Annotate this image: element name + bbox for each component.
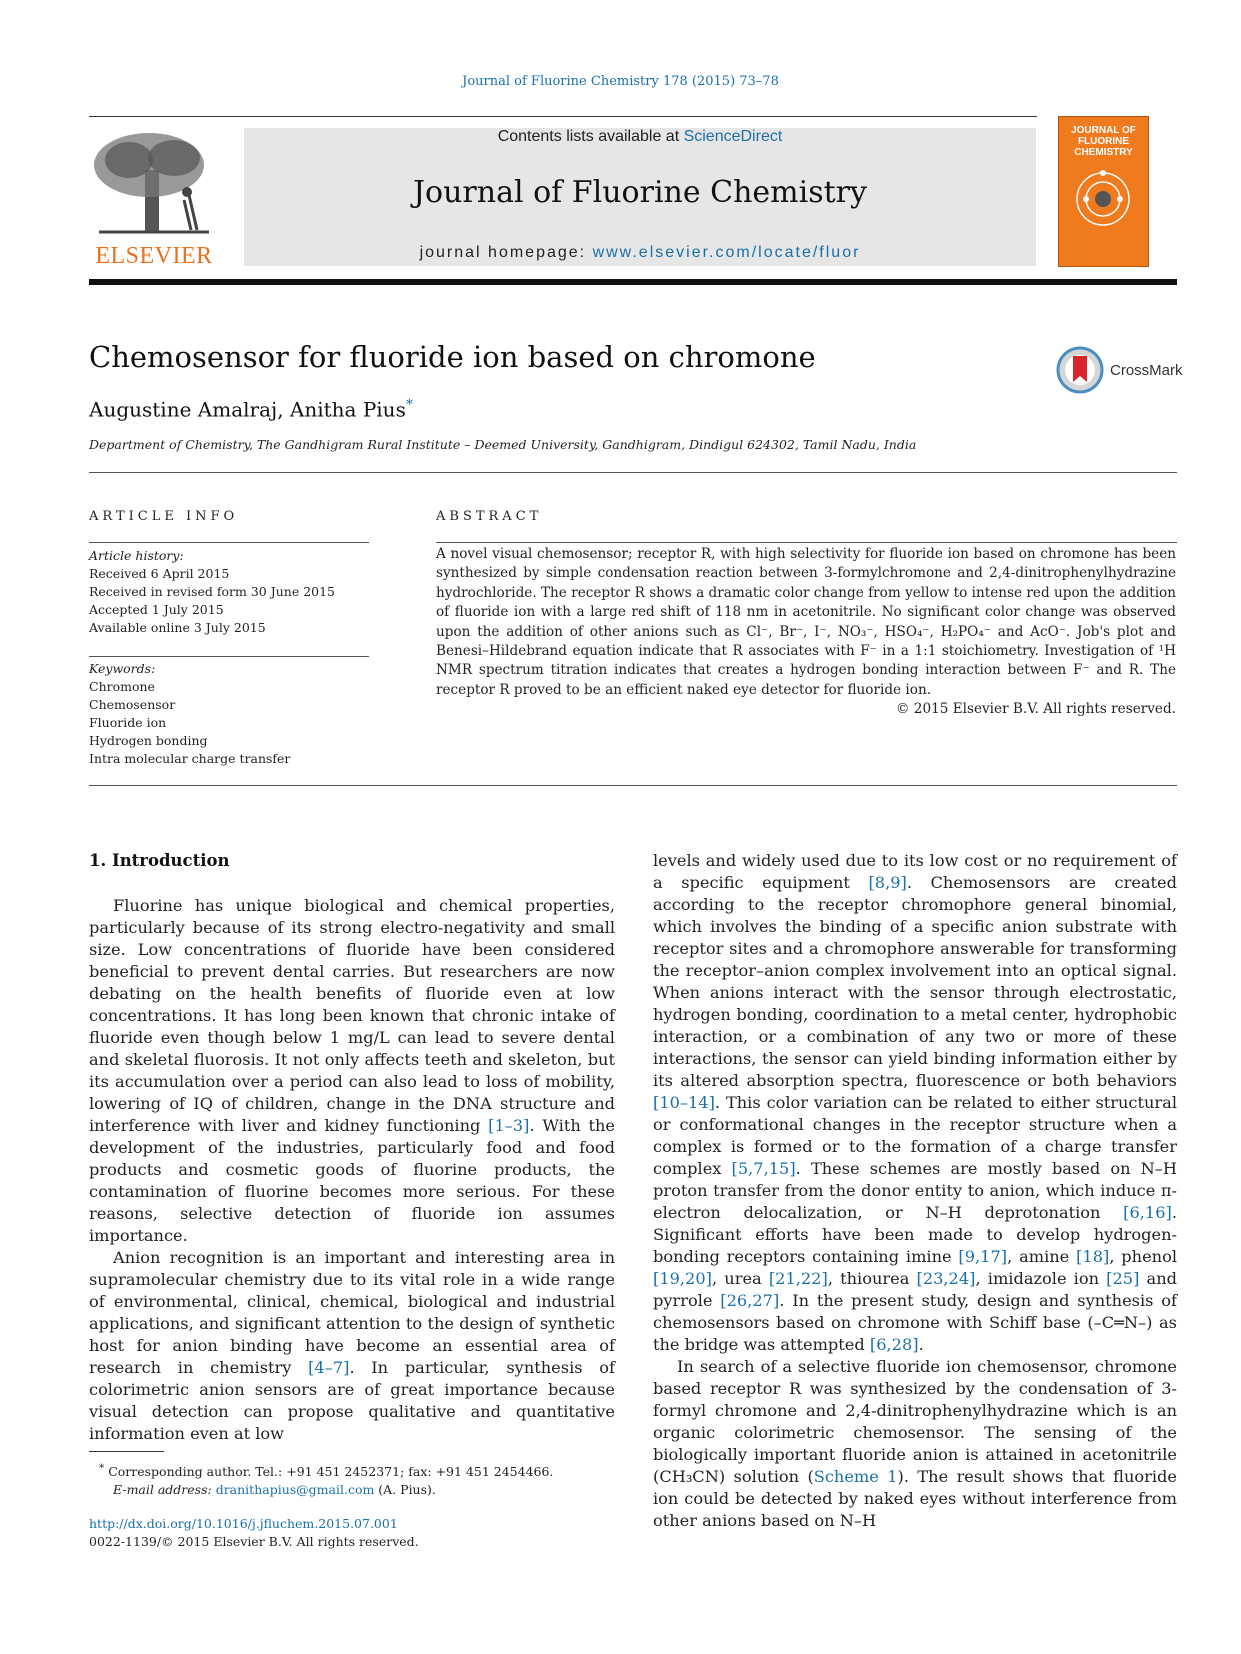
abstract-text: A novel visual chemosensor; receptor R, with high selectivity for fluoride ion based on chromone has been synthesized by simple condensation reaction between 3-formylchromone and 2,4-dinitrophenylhydrazine hydrochloride. The receptor R shows a dramatic color change from yellow to intense red upon the addition of fluoride ion with a large red shift of 118 nm in acetonitrile. No significant color change was observed upon the addition of other anions such as Cl⁻, Br⁻, I⁻, NO₃⁻, HSO₄⁻, H₂PO₄⁻ and AcO⁻. Job's plot and Benesi–Hildebrand equation indicate that R associates with F⁻ in a 1:1 stoichiometry. Investigation of ¹H NMR spectrum titration indicates that creates a hydrogen bonding interaction between F⁻ and R. The receptor R proved to be an efficient naked eye detector for fluoride ion. <box>436 546 1176 698</box>
keyword-item: Hydrogen bonding <box>89 733 208 748</box>
abstract-body <box>436 545 1176 720</box>
history-item: Received in revised form 30 June 2015 <box>89 584 336 599</box>
text-run: , phenol <box>1109 1247 1177 1266</box>
corresponding-author-mark[interactable]: * <box>405 397 413 413</box>
citation-link[interactable]: [6,28] <box>869 1335 919 1354</box>
citation-link[interactable]: [4–7] <box>308 1358 350 1377</box>
text-run: . These schemes are mostly based on N–H proton transfer from the donor entity to anion, which induce π-electron delocalization, or N–H deprotonation <box>653 1159 1177 1222</box>
divider-bottom <box>89 785 1177 786</box>
paragraph <box>89 1247 615 1445</box>
history-item: Accepted 1 July 2015 <box>89 602 224 617</box>
contents-prefix: Contents lists available at <box>497 128 684 145</box>
body-column-left <box>89 895 615 1445</box>
journal-cover <box>1058 116 1149 267</box>
abstract-copyright: © 2015 Elsevier B.V. All rights reserved. <box>895 701 1176 718</box>
abstract-heading: ABSTRACT <box>436 509 543 524</box>
email-label: E-mail address: <box>113 1482 216 1498</box>
paragraph <box>653 850 1177 1356</box>
crossmark-label: CrossMark <box>1110 362 1183 379</box>
text-run: and pyrrole <box>653 1269 1177 1310</box>
divider-top <box>89 472 1177 473</box>
journal-title: Journal of Fluorine Chemistry <box>413 175 867 210</box>
article-history <box>89 547 369 637</box>
history-item: Available online 3 July 2015 <box>89 620 266 635</box>
text-run: ). The result shows that fluoride ion could be detected by naked eyes without interference from other anions based on N–H <box>653 1467 1177 1530</box>
header-rule <box>89 116 1037 117</box>
tree-icon <box>89 130 219 240</box>
sciencedirect-link[interactable]: ScienceDirect <box>683 128 783 145</box>
citation-link[interactable]: [10–14] <box>653 1093 715 1112</box>
text-run: . In the present study, design and synthesis of chemosensors based on chromone with Schiff base (–C═N–) as the bridge was attempted <box>653 1291 1177 1354</box>
journal-banner <box>244 128 1036 266</box>
homepage-link[interactable]: www.elsevier.com/locate/fluor <box>592 244 861 261</box>
footnote-rule <box>89 1451 164 1452</box>
citation-link[interactable]: [6,16] <box>1123 1203 1172 1222</box>
history-item: Received 6 April 2015 <box>89 566 230 581</box>
text-run: , imidazole ion <box>975 1269 1107 1288</box>
citation-link[interactable]: [23,24] <box>916 1269 976 1288</box>
crossmark-icon <box>1056 346 1104 394</box>
citation-link[interactable]: [1–3] <box>488 1116 530 1135</box>
paragraph <box>653 1356 1177 1532</box>
keyword-item: Chromone <box>89 679 155 694</box>
keywords-label: Keywords: <box>89 661 156 676</box>
header-thick-rule <box>89 279 1177 285</box>
citation-link[interactable]: [9,17] <box>958 1247 1008 1266</box>
issn-line: 0022-1139/© 2015 Elsevier B.V. All rights reserved. <box>89 1534 419 1549</box>
keywords-rule <box>89 656 369 657</box>
homepage-prefix: journal homepage: <box>419 244 593 261</box>
crossmark-badge[interactable] <box>1056 346 1181 394</box>
citation-link[interactable]: [8,9] <box>868 873 907 892</box>
section-heading-introduction: 1. Introduction <box>89 851 230 870</box>
text-run: In search of a selective fluoride ion chemosensor, chromone based receptor R was synthesized by the condensation of 3-formyl chromone and 2,4-dinitrophenylhydrazine which is an organic colorimetric chemosensor. The sensing of the biologically important fluoride anion is attained in acetonitrile (CH₃CN) solution ( <box>653 1357 1177 1486</box>
citation-link[interactable]: [5,7,15] <box>731 1159 796 1178</box>
authors <box>89 397 413 422</box>
keywords <box>89 660 369 768</box>
text-run: , thiourea <box>827 1269 917 1288</box>
email-line <box>89 1481 649 1499</box>
elsevier-wordmark: ELSEVIER <box>95 243 213 269</box>
text-run: Fluorine has unique biological and chemical properties, particularly because of its strong electro-negativity and small size. Low concentrations of fluoride have been considered beneficial to prevent dental carries. But researchers are now debating on the health benefits of fluoride even at low concentrations. It has long been known that chronic intake of fluoride even though below 1 mg/L can lead to severe dental and skeletal fluorosis. It not only affects teeth and skeleton, but its accumulation over a period can also lead to loss of mobility, lowering of IQ of children, change in the DNA structure and interference with liver and kidney functioning <box>89 896 615 1135</box>
keyword-item: Fluoride ion <box>89 715 167 730</box>
corresponding-footnote <box>89 1459 649 1499</box>
footnote-line <box>89 1459 649 1481</box>
keyword-item: Intra molecular charge transfer <box>89 751 291 766</box>
text-run: . Chemosensors are created according to the receptor chromophore general binomial, which involves the binding of a specific anion substrate with receptor sites and a chromophore answerable for transforming the receptor–anion complex involvement into an optical signal. When anions interact with the sensor through electrostatic, hydrogen bonding, coordination to a metal center, hydrophobic interaction, or a combination of any two or more of these interactions, the sensor can yield binding information either by its altered absorption spectra, fluorescence or both behaviors <box>653 873 1177 1090</box>
citation-link[interactable]: [18] <box>1076 1247 1110 1266</box>
publication-info <box>89 1515 649 1551</box>
article-info-rule <box>89 542 369 543</box>
text-run: , urea <box>711 1269 769 1288</box>
text-run: , amine <box>1007 1247 1077 1266</box>
article-title: Chemosensor for fluoride ion based on chromone <box>89 340 816 374</box>
affiliation: Department of Chemistry, The Gandhigram Rural Institute – Deemed University, Gandhigram, Dindigul 624302, Tamil Nadu, India <box>89 437 917 452</box>
text-run: levels and widely used due to its low cost or no requirement of a specific equipment <box>653 851 1177 892</box>
doi-link[interactable]: http://dx.doi.org/10.1016/j.jfluchem.2015.07.001 <box>89 1516 398 1531</box>
elsevier-logo <box>89 130 219 270</box>
atom-icon <box>1073 169 1133 229</box>
paragraph <box>89 895 615 1247</box>
contents-line <box>244 128 1036 146</box>
history-label: Article history: <box>89 548 184 563</box>
abstract-rule <box>436 542 1177 543</box>
citation-link[interactable]: [19,20] <box>653 1269 712 1288</box>
citation-link[interactable]: [21,22] <box>768 1269 828 1288</box>
text-run: . This color variation can be related to either structural or conformational changes in the receptor structure when a complex is formed or to the formation of a charge transfer complex <box>653 1093 1177 1178</box>
homepage-line <box>244 244 1036 262</box>
text-run: Anion recognition is an important and interesting area in supramolecular chemistry due to its vital role in a wide range of environmental, clinical, chemical, biological and industrial applications, and significant attention to the design of synthetic host for anion binding have become an essential area of research in chemistry <box>89 1248 615 1377</box>
scheme-link[interactable]: Scheme 1 <box>813 1467 898 1486</box>
text-run: . Significant efforts have been made to develop hydrogen-bonding receptors containing imine <box>653 1203 1177 1266</box>
footnote-mark: * <box>99 1462 105 1474</box>
citation-link[interactable]: [25] <box>1106 1269 1140 1288</box>
text-run: . With the development of the industries, particularly food and food products and cosmetic goods of fluorine products, the contamination of fluorine becomes more serious. For these reasons, selective detection of fluoride ion assumes importance. <box>89 1116 615 1245</box>
cover-title: JOURNAL OF FLUORINE CHEMISTRY <box>1071 125 1136 158</box>
email-link[interactable]: dranithapius@gmail.com <box>215 1482 375 1498</box>
citation-link[interactable]: [26,27] <box>720 1291 780 1310</box>
body-column-right <box>653 850 1177 1532</box>
text-run: . <box>918 1335 924 1354</box>
email-suffix: (A. Pius). <box>374 1482 436 1498</box>
text-run: . In particular, synthesis of colorimetric anion sensors are of great importance because visual detection can propose qualitative and quantitative information even at low <box>89 1358 615 1443</box>
author-names: Augustine Amalraj, Anitha Pius <box>89 397 406 422</box>
footnote-text: Corresponding author. Tel.: +91 451 2452371; fax: +91 451 2454466. <box>108 1464 554 1480</box>
journal-reference[interactable]: Journal of Fluorine Chemistry 178 (2015) 73–78 <box>462 74 779 89</box>
keyword-item: Chemosensor <box>89 697 176 712</box>
article-info-heading: ARTICLE INFO <box>89 509 239 524</box>
